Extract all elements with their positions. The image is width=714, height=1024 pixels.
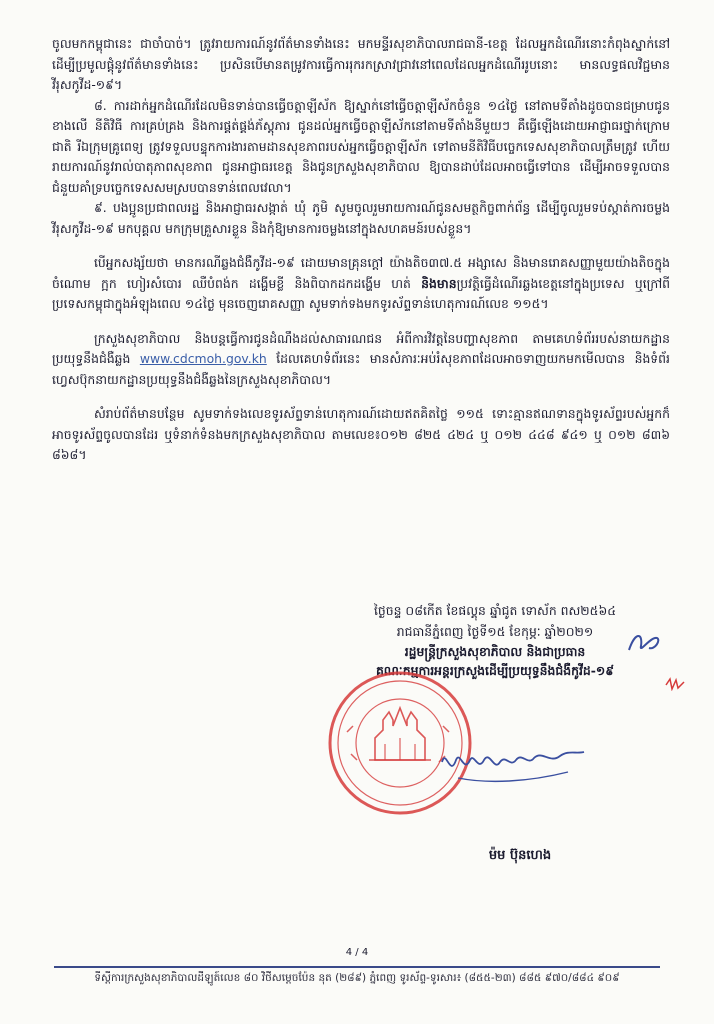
paragraph-website-text-2: ដែលគេហទំព័រនេះ មានសំភារៈអប់រំសុខភាពដែលអាចទាញយកមកមើលបាន និងទំព័រហ្វេសប៊ុកនាយកដ្ឋានប្រយុទ្ធនឹងជំងឺឆ្លងនៃក្រសួងសុខាភិបាល។ <box>52 351 670 387</box>
initial-mark-icon <box>625 628 665 658</box>
paragraph-hotline-text-1: បើអ្នកសង្ស័យថា មានករណីឆ្លងជំងឺកូវីដ-១៩ ដោយមានគ្រុនក្ដៅ យ៉ាងតិច៣៧.៥ អង្សាសេ និងមានរោគសញ្ញាមួយយ៉ាងតិចក្នុងចំណោម ក្អក ហៀរសំបោរ ឈឺបំពង់ក ដង្ហើមខ្លី និងពិបាកដកដង្ហើម ហត់ <box>52 255 670 291</box>
signatory-title-line1: រដ្ឋមន្ត្រីក្រសួងសុខាភិបាល និងជាប្រធាន <box>404 644 586 659</box>
footer-address: ទីស្តីការក្រសួងសុខាភិបាលដីឡូត៍លេខ ៨០ វិថីសម្តេចប៉ែន នុត (២៨៩) ភ្នំពេញ ទូរស័ព្ទ-ទូរសារ៖ (៨៥៥-២៣) ៨៨៥ ៩៧០/៨៨៤ ៩០៩ <box>94 972 620 984</box>
paragraph-item-8: ៨. ការដាក់អ្នកដំណើរដែលមិនទាន់បានធ្វើចត្តាឡីស័ក ឱ្យស្នាក់នៅធ្វើចត្តាឡីស័កចំនួន ១៤ថ្ងៃ នៅតាមទីតាំងដូចបានជម្រាបជូនខាងលើ នីតិវិធី ការគ្រប់គ្រង និងការផ្គត់ផ្គង់ភ័ស្តុភារ ជូនដល់អ្នកធ្វើចត្តាឡីស័កនៅតាមទីតាំងនីមួយៗ គឺធ្វើឡើងដោយអាជ្ញាធរថ្នាក់ក្រោមជាតិ រីឯក្រុមគ្រូពេទ្យ ត្រូវទទួលបន្ទុកការងារតាមដានសុខភាពរបស់អ្នកធ្វើចត្តាឡីស័ក ទៅតាមនីតិវិធីបច្ចេកទេសសុខាភិបាលត្រឹមត្រូវ ហើយរាយការណ៍នូវរាល់បាតុភាពសុខភាព ជូនអាជ្ញាធរខេត្ត និងជូនក្រសួងសុខាភិបាល ឱ្យបានដាប់ដែលអាចធ្វើទៅបាន ដើម្បីអាចទទួលបានជំនួយគាំទ្របច្ចេកទេសសមស្របបានទាន់ពេលវេលា។ <box>52 97 670 195</box>
page-number: 4 / 4 <box>345 947 369 958</box>
paragraph-hotline-bold: និងមាន <box>421 275 457 291</box>
paragraph-hotline-guidance <box>52 253 670 315</box>
footer-divider <box>54 966 660 968</box>
paragraph-website-info <box>52 329 670 391</box>
paragraph-hotline-text-2: ប្រវត្តិធ្វើដំណើរឆ្លងខេត្តនៅក្នុងប្រទេស ឬក្រៅពីប្រទេសកម្ពុជាក្នុងអំឡុងពេល ១៤ថ្ងៃ មុនចេញរោគសញ្ញា សូមទាក់ទងមកទូរស័ព្ទទាន់ហេតុការណ៍លេខ ១១៥។ <box>52 275 670 311</box>
solar-date: រាជធានីភ្នំពេញ ថ្ងៃទី១៥ ខែកុម្ភៈ ឆ្នាំ២០២១ <box>396 624 594 639</box>
lunar-date: ថ្ងៃចន្ទ ០៨កើត ខែផល្គុន ឆ្នាំជូត ទោស័ក ពស២៥៦៤ <box>373 603 617 618</box>
tick-mark-icon <box>664 677 686 691</box>
document-body <box>52 34 670 466</box>
handwritten-signature-icon <box>438 738 588 788</box>
paragraph-item-9: ៩. បងប្អូនប្រជាពលរដ្ឋ និងអាជ្ញាធរសង្កាត់ ឃុំ ភូមិ សូមចូលរួមរាយការណ៍ជូនសមត្ថកិច្ចពាក់ព័ន្ធ ដើម្បីចូលរួមទប់ស្កាត់ការចម្លងវីរុសកូវីដ-១៩ មកបុគ្គល មកក្រុមគ្រួសារខ្លួន និងកុំឱ្យមានការចម្លងនៅក្នុងសហគមន៍របស់ខ្លួន។ <box>52 200 670 236</box>
signatory-name: ម៉ម ប៊ុនហេង <box>488 848 552 863</box>
paragraph-website-text-1: ក្រសួងសុខាភិបាល និងបន្តធ្វើការជូនដំណឹងដល់សាធារណជន អំពីការវិវត្តនៃបញ្ហាសុខភាព តាមគេហទំព័ររបស់នាយកដ្ឋានប្រយុទ្ធនឹងជំងឺឆ្លង <box>52 330 670 366</box>
website-link[interactable]: www.cdcmoh.gov.kh <box>139 351 267 366</box>
signatory-title-line2: គណៈកម្មការអន្តរក្រសួងដើម្បីប្រយុទ្ធនឹងជំងឺកូវីដ-១៩ <box>375 663 615 678</box>
paragraph-continuation: ចូលមកកម្ពុជានេះ ជាចាំបាច់។ ត្រូវរាយការណ៍នូវព័ត៌មានទាំងនេះ មកមន្ទីរសុខាភិបាលរាជធានី-ខេត្ត ដែលអ្នកដំណើរនោះកំពុងស្នាក់នៅ ដើម្បីប្រមូលផ្តុំនូវព័ត៌មានទាំងនេះ ប្រសិនបើមានតម្រូវការធ្វើការរុករកស្រាវជ្រាវនៅពេលដែលអ្នកដំណើររូបនោះ មានលទ្ធផលវិជ្ជមានវីរុសកូវីដ-១៩។ <box>52 36 670 92</box>
paragraph-contact-info: សំរាប់ព័ត៌មានបន្ថែម សូមទាក់ទងលេខទូរស័ព្ទទាន់ហេតុការណ៍ដោយឥតគិតថ្លៃ ១១៥ ទោះគ្មានឥណទានក្នុងទូរស័ព្ទរបស់អ្នកក៏អាចទូរស័ព្ទចូលបានដែរ ឬទំនាក់ទំនងមកក្រសួងសុខាភិបាល តាមលេខ៖០១២ ៨២៥ ៤២៤ ឬ ០១២ ៤៤៨ ៩៤១ ឬ ០១២ ៨៣៦ ៨៦៨។ <box>52 406 670 462</box>
